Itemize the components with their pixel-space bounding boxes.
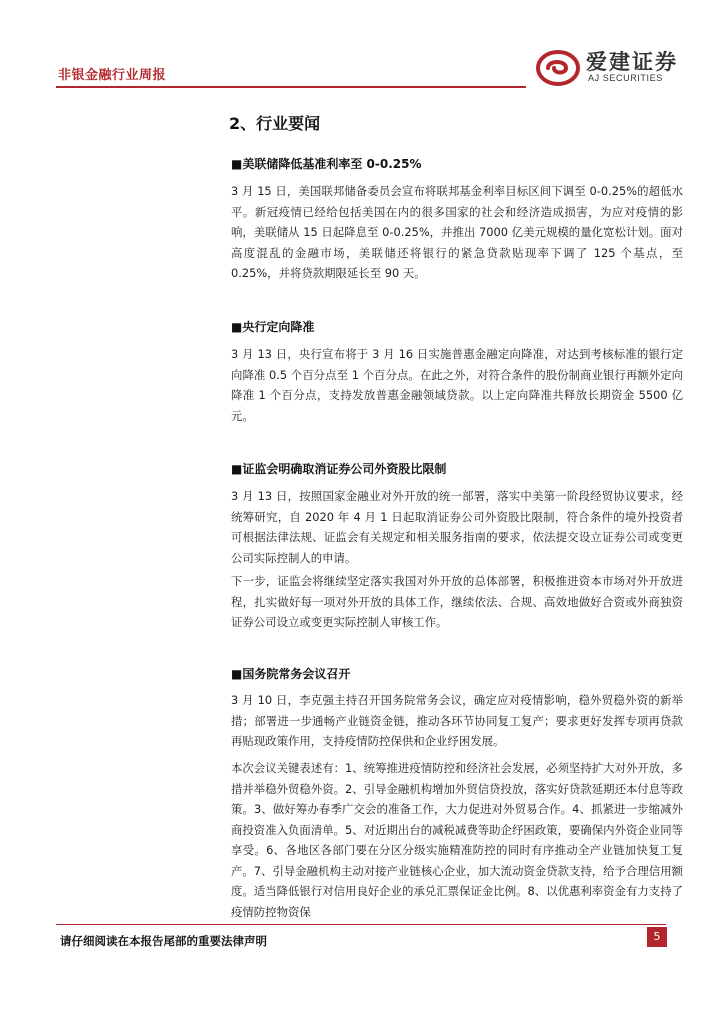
logo-english-name: AJ SECURITIES (588, 73, 663, 83)
legal-notice: 请仔细阅读在本报告尾部的重要法律声明 (60, 934, 267, 948)
page-number: 5 (647, 927, 667, 947)
news-paragraph: 3 月 15 日，美国联邦储备委员会宣布将联邦基金利率目标区间下调至 0-0.25%的超低水平。新冠疫情已经给包括美国在内的很多国家的社会和经济造成损害，为应对疫情的影响，美联储从 15 日起降息至 0-0.25%，并推出 7000 亿美元规模的量化宽松计划。面对高度混乱的金融市场，美联储还将银行的紧急贷款贴现率下调了 125 个基点，至 0.25%，并将贷款期限延长至 90 天。 (231, 184, 683, 280)
news-heading-pboc: ■央行定向降准 (231, 320, 315, 334)
news-heading-csrc: ■证监会明确取消证券公司外资股比限制 (231, 462, 447, 476)
news-paragraph: 下一步，证监会将继续坚定落实我国对外开放的总体部署，积极推进资本市场对外开放进程，扎实做好每一项对外开放的具体工作，继续依法、合规、高效地做好合资或外商独资证券公司设立或变更实际控制人审核工作。 (231, 574, 683, 629)
footer-rule (56, 924, 666, 925)
section-title: 2、行业要闻 (229, 114, 321, 133)
news-paragraph: 3 月 13 日，央行宣布将于 3 月 16 日实施普惠金融定向降准，对达到考核标准的银行定向降准 0.5 个百分点至 1 个百分点。在此之外，对符合条件的股份制商业银行再额外定向降准 1 个百分点，支持发放普惠金融领域贷款。以上定向降准共释放长期资金 5500 亿元。 (231, 347, 683, 423)
header-rule (56, 86, 526, 88)
news-heading-state-council: ■国务院常务会议召开 (231, 667, 351, 681)
news-paragraph: 本次会议关键表述有：1、统筹推进疫情防控和经济社会发展，必须坚持扩大对外开放，多措并举稳外贸稳外资。2、引导金融机构增加外贸信贷投放，落实好贷款延期还本付息等政策。3、做好筹办春季广交会的准备工作，大力促进对外贸易合作。4、抓紧进一步缩减外商投资准入负面清单。5、对近期出台的减税减费等助企纾困政策，要确保内外资企业同等享受。6、各地区各部门要在分区分级实施精准防控的同时有序推动全产业链加快复工复产。7、引导金融机构主动对接产业链核心企业，加大流动资金贷款支持，给予合理信用额度。适当降低银行对信用良好企业的承兑汇票保证金比例。8、以优惠利率资金有力支持了疫情防控物资保 (231, 761, 683, 919)
logo-chinese-name: 爱建证券 (586, 50, 678, 74)
news-heading-fed: ■美联储降低基准利率至 0-0.25% (231, 157, 422, 171)
report-header-title: 非银金融行业周报 (58, 68, 167, 83)
news-paragraph: 3 月 10 日，李克强主持召开国务院常务会议，确定应对疫情影响，稳外贸稳外资的新举措；部署进一步通畅产业链资金链，推动各环节协同复工复产；要求更好发挥专项再贷款再贴现政策作用，支持疫情防控保供和企业纾困发展。 (231, 693, 683, 748)
news-paragraph: 3 月 13 日，按照国家金融业对外开放的统一部署，落实中美第一阶段经贸协议要求，经统筹研究，自 2020 年 4 月 1 日起取消证券公司外资股比限制，符合条件的境外投资者可根据法律法规、证监会有关规定和相关服务指南的要求，依法提交设立证券公司或变更公司实际控制人的申请。 (231, 489, 683, 565)
